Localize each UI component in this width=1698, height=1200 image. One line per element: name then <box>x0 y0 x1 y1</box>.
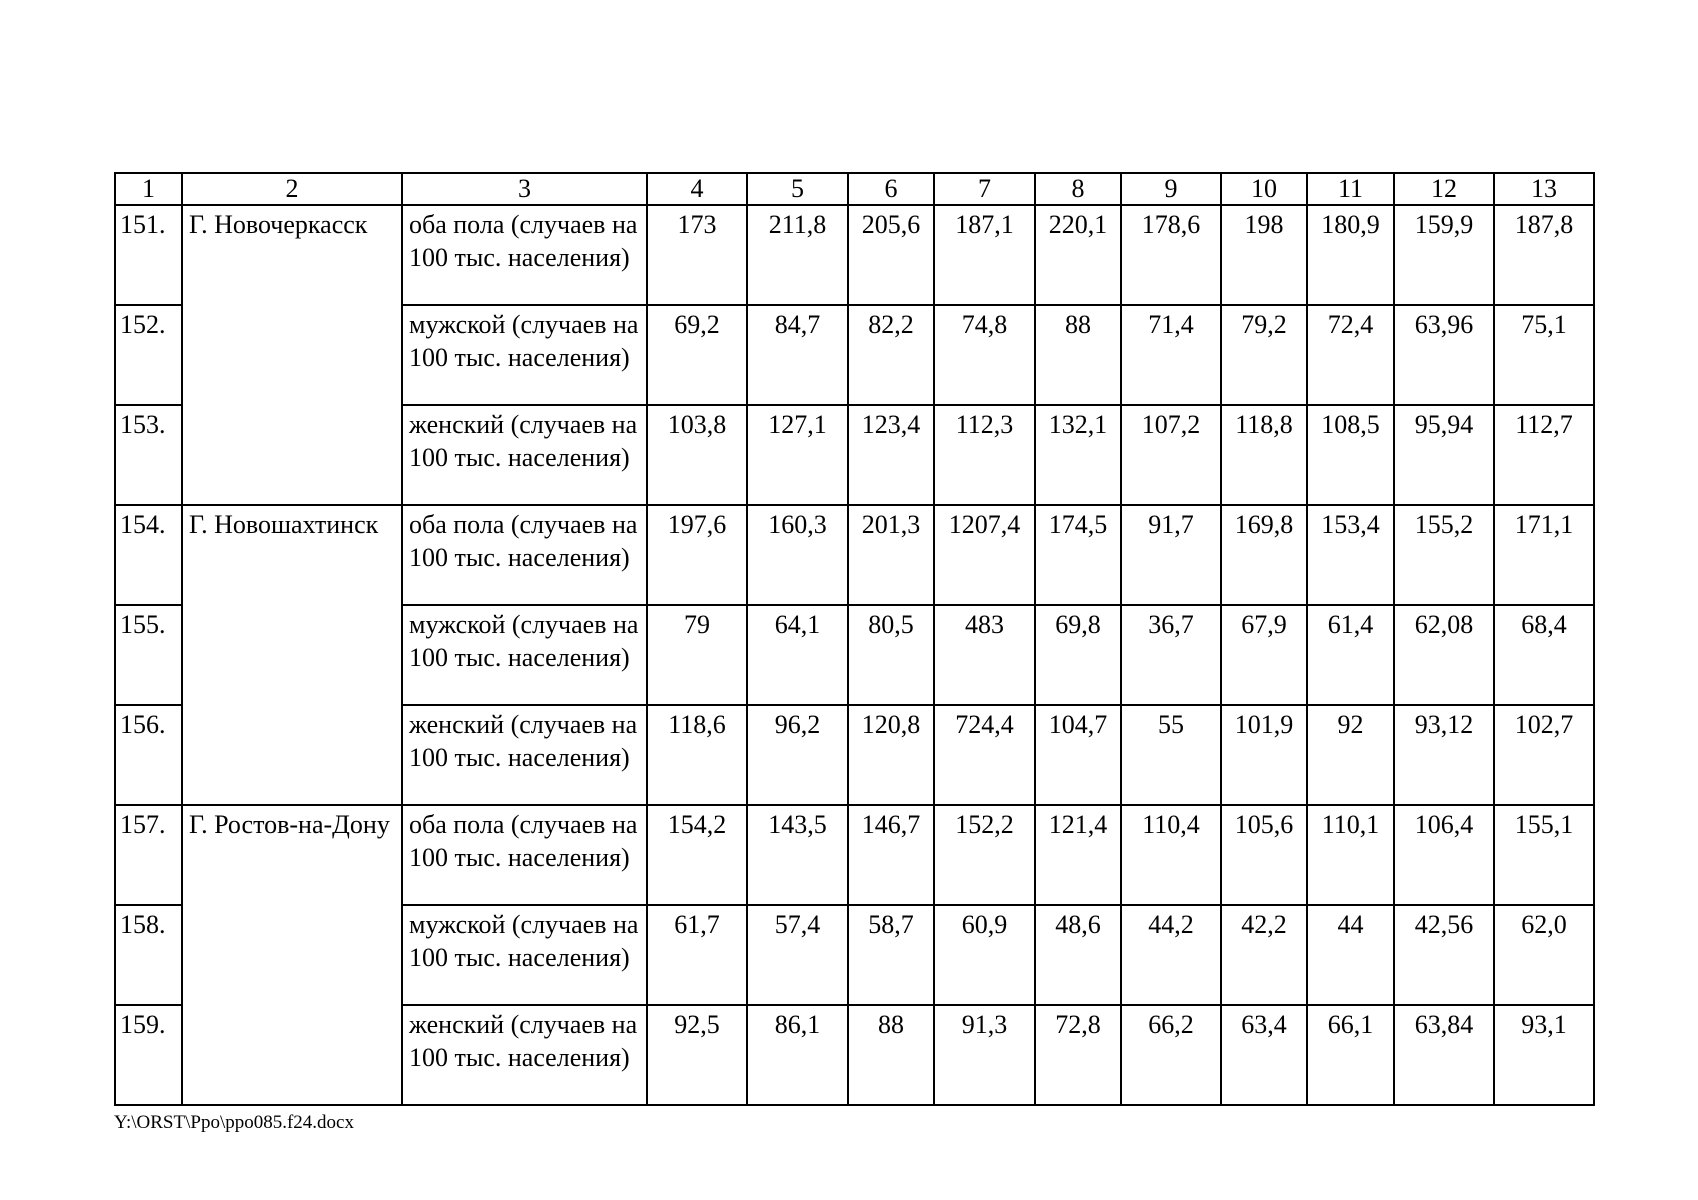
city-cell: Г. Ростов-на-Дону <box>182 805 402 1105</box>
column-header: 5 <box>747 173 848 205</box>
sex-category-cell: женский (случаев на 100 тыс. населения) <box>402 1005 647 1105</box>
value-cell: 108,5 <box>1307 405 1394 505</box>
value-cell: 180,9 <box>1307 205 1394 305</box>
value-cell: 107,2 <box>1121 405 1221 505</box>
value-cell: 724,4 <box>934 705 1035 805</box>
value-cell: 155,2 <box>1394 505 1494 605</box>
sex-category-cell: мужской (случаев на 100 тыс. населения) <box>402 305 647 405</box>
column-header: 3 <box>402 173 647 205</box>
sex-category-cell: мужской (случаев на 100 тыс. населения) <box>402 905 647 1005</box>
value-cell: 42,2 <box>1221 905 1307 1005</box>
table-row <box>115 505 1594 605</box>
value-cell: 69,8 <box>1035 605 1121 705</box>
row-number: 153. <box>115 405 182 505</box>
column-header: 8 <box>1035 173 1121 205</box>
value-cell: 75,1 <box>1494 305 1594 405</box>
value-cell: 123,4 <box>848 405 934 505</box>
row-number: 157. <box>115 805 182 905</box>
column-header: 2 <box>182 173 402 205</box>
table-body <box>115 205 1594 1105</box>
value-cell: 88 <box>1035 305 1121 405</box>
value-cell: 86,1 <box>747 1005 848 1105</box>
value-cell: 160,3 <box>747 505 848 605</box>
value-cell: 72,8 <box>1035 1005 1121 1105</box>
header-row <box>115 173 1594 205</box>
value-cell: 154,2 <box>647 805 747 905</box>
value-cell: 66,1 <box>1307 1005 1394 1105</box>
value-cell: 63,4 <box>1221 1005 1307 1105</box>
column-header: 13 <box>1494 173 1594 205</box>
value-cell: 93,12 <box>1394 705 1494 805</box>
value-cell: 92,5 <box>647 1005 747 1105</box>
row-number: 158. <box>115 905 182 1005</box>
column-header: 7 <box>934 173 1035 205</box>
value-cell: 84,7 <box>747 305 848 405</box>
column-header: 9 <box>1121 173 1221 205</box>
value-cell: 74,8 <box>934 305 1035 405</box>
sex-category-cell: мужской (случаев на 100 тыс. населения) <box>402 605 647 705</box>
value-cell: 60,9 <box>934 905 1035 1005</box>
value-cell: 79 <box>647 605 747 705</box>
row-number: 155. <box>115 605 182 705</box>
value-cell: 36,7 <box>1121 605 1221 705</box>
table-row <box>115 205 1594 305</box>
value-cell: 178,6 <box>1121 205 1221 305</box>
value-cell: 44 <box>1307 905 1394 1005</box>
column-header: 6 <box>848 173 934 205</box>
value-cell: 91,7 <box>1121 505 1221 605</box>
value-cell: 101,9 <box>1221 705 1307 805</box>
value-cell: 58,7 <box>848 905 934 1005</box>
value-cell: 110,1 <box>1307 805 1394 905</box>
value-cell: 93,1 <box>1494 1005 1594 1105</box>
table-row <box>115 805 1594 905</box>
value-cell: 153,4 <box>1307 505 1394 605</box>
value-cell: 120,8 <box>848 705 934 805</box>
value-cell: 197,6 <box>647 505 747 605</box>
value-cell: 82,2 <box>848 305 934 405</box>
value-cell: 105,6 <box>1221 805 1307 905</box>
city-cell: Г. Новочеркасск <box>182 205 402 505</box>
value-cell: 121,4 <box>1035 805 1121 905</box>
value-cell: 132,1 <box>1035 405 1121 505</box>
column-header: 12 <box>1394 173 1494 205</box>
file-path-footer: Y:\ORST\Ppo\ppo085.f24.docx <box>114 1112 354 1133</box>
value-cell: 61,7 <box>647 905 747 1005</box>
value-cell: 71,4 <box>1121 305 1221 405</box>
value-cell: 205,6 <box>848 205 934 305</box>
value-cell: 187,1 <box>934 205 1035 305</box>
sex-category-cell: женский (случаев на 100 тыс. населения) <box>402 405 647 505</box>
value-cell: 96,2 <box>747 705 848 805</box>
sex-category-cell: оба пола (случаев на 100 тыс. населения) <box>402 505 647 605</box>
row-number: 154. <box>115 505 182 605</box>
value-cell: 155,1 <box>1494 805 1594 905</box>
value-cell: 220,1 <box>1035 205 1121 305</box>
value-cell: 483 <box>934 605 1035 705</box>
value-cell: 118,8 <box>1221 405 1307 505</box>
value-cell: 152,2 <box>934 805 1035 905</box>
value-cell: 118,6 <box>647 705 747 805</box>
value-cell: 103,8 <box>647 405 747 505</box>
value-cell: 88 <box>848 1005 934 1105</box>
value-cell: 79,2 <box>1221 305 1307 405</box>
value-cell: 104,7 <box>1035 705 1121 805</box>
value-cell: 112,3 <box>934 405 1035 505</box>
value-cell: 146,7 <box>848 805 934 905</box>
value-cell: 171,1 <box>1494 505 1594 605</box>
value-cell: 57,4 <box>747 905 848 1005</box>
value-cell: 67,9 <box>1221 605 1307 705</box>
column-header: 11 <box>1307 173 1394 205</box>
value-cell: 127,1 <box>747 405 848 505</box>
value-cell: 66,2 <box>1121 1005 1221 1105</box>
row-number: 151. <box>115 205 182 305</box>
value-cell: 68,4 <box>1494 605 1594 705</box>
column-header: 4 <box>647 173 747 205</box>
value-cell: 187,8 <box>1494 205 1594 305</box>
value-cell: 72,4 <box>1307 305 1394 405</box>
value-cell: 106,4 <box>1394 805 1494 905</box>
value-cell: 62,0 <box>1494 905 1594 1005</box>
value-cell: 169,8 <box>1221 505 1307 605</box>
value-cell: 112,7 <box>1494 405 1594 505</box>
value-cell: 69,2 <box>647 305 747 405</box>
city-cell: Г. Новошахтинск <box>182 505 402 805</box>
value-cell: 61,4 <box>1307 605 1394 705</box>
value-cell: 110,4 <box>1121 805 1221 905</box>
value-cell: 198 <box>1221 205 1307 305</box>
value-cell: 63,84 <box>1394 1005 1494 1105</box>
value-cell: 64,1 <box>747 605 848 705</box>
row-number: 156. <box>115 705 182 805</box>
value-cell: 55 <box>1121 705 1221 805</box>
value-cell: 42,56 <box>1394 905 1494 1005</box>
value-cell: 1207,4 <box>934 505 1035 605</box>
value-cell: 80,5 <box>848 605 934 705</box>
value-cell: 201,3 <box>848 505 934 605</box>
value-cell: 48,6 <box>1035 905 1121 1005</box>
value-cell: 91,3 <box>934 1005 1035 1105</box>
sex-category-cell: оба пола (случаев на 100 тыс. населения) <box>402 805 647 905</box>
value-cell: 62,08 <box>1394 605 1494 705</box>
sex-category-cell: женский (случаев на 100 тыс. населения) <box>402 705 647 805</box>
value-cell: 95,94 <box>1394 405 1494 505</box>
value-cell: 159,9 <box>1394 205 1494 305</box>
value-cell: 44,2 <box>1121 905 1221 1005</box>
column-header: 10 <box>1221 173 1307 205</box>
value-cell: 174,5 <box>1035 505 1121 605</box>
value-cell: 173 <box>647 205 747 305</box>
row-number: 152. <box>115 305 182 405</box>
data-table <box>114 172 1595 1106</box>
value-cell: 102,7 <box>1494 705 1594 805</box>
sex-category-cell: оба пола (случаев на 100 тыс. населения) <box>402 205 647 305</box>
column-header: 1 <box>115 173 182 205</box>
value-cell: 211,8 <box>747 205 848 305</box>
value-cell: 92 <box>1307 705 1394 805</box>
value-cell: 143,5 <box>747 805 848 905</box>
value-cell: 63,96 <box>1394 305 1494 405</box>
row-number: 159. <box>115 1005 182 1105</box>
